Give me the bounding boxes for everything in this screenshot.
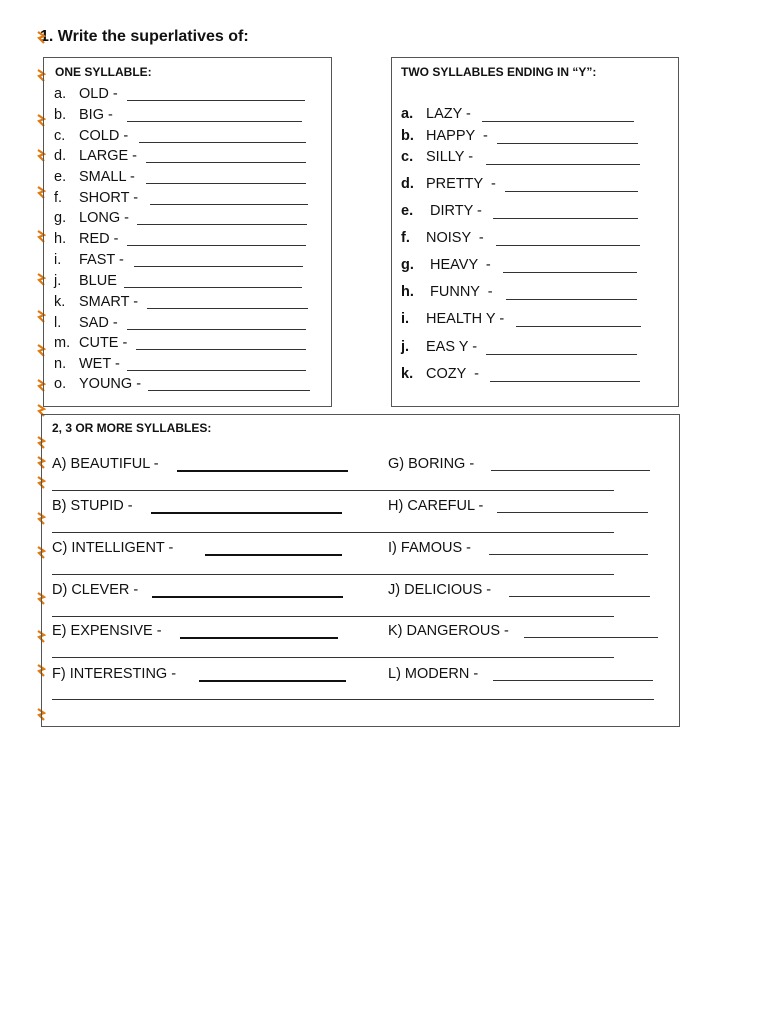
item-letter: a. [401,106,414,122]
answer-line-continued[interactable] [52,490,614,491]
more-syllables-heading: 2, 3 OR MORE SYLLABLES: [52,421,212,435]
item-letter: h. [401,284,414,300]
item-letter: f. [401,230,410,246]
more-syllables-item: G) BORING - [388,456,475,472]
item-letter: k. [54,294,66,310]
answer-line[interactable] [127,370,306,371]
answer-line[interactable] [516,326,641,327]
answer-line[interactable] [524,637,658,638]
item-word: FAST - [79,252,124,268]
item-letter: g. [401,257,414,273]
item-letter: f. [54,190,63,206]
two-syllables-item [401,105,471,123]
two-syllables-item [401,229,484,247]
answer-line-continued[interactable] [52,657,614,658]
item-word: SMALL - [79,169,135,185]
answer-line-continued[interactable] [52,532,614,533]
item-word: DIRTY - [426,203,482,219]
one-syllable-item [54,251,124,269]
one-syllable-item [54,293,138,311]
more-syllables-item: D) CLEVER - [52,582,139,598]
answer-line-continued[interactable] [52,574,614,575]
item-letter: i. [401,311,410,327]
two-syllables-heading: TWO SYLLABLES ENDING IN “Y”: [401,65,597,79]
item-word: EAS Y - [426,339,478,355]
answer-line[interactable] [139,142,306,143]
spiral-ring-icon [37,31,46,44]
item-word: SILLY - [426,149,474,165]
item-word: HEAVY - [426,257,491,273]
two-syllables-item [401,283,493,301]
item-word: RED - [79,231,119,247]
answer-line[interactable] [180,637,338,639]
more-syllables-item: C) INTELLIGENT - [52,540,174,556]
answer-line[interactable] [496,245,640,246]
answer-line[interactable] [509,596,650,597]
item-word: COLD - [79,128,129,144]
item-word: COZY - [426,366,479,382]
exercise-title: 1. Write the superlatives of: [40,28,249,45]
one-syllable-item [54,355,120,373]
item-letter: e. [54,169,67,185]
item-word: WET - [79,356,120,372]
more-syllables-item: K) DANGEROUS - [388,623,509,639]
two-syllables-item [401,127,488,145]
one-syllable-item [54,272,117,290]
answer-line[interactable] [506,299,637,300]
item-letter: d. [54,148,67,164]
answer-line[interactable] [490,381,640,382]
answer-line[interactable] [205,554,342,556]
item-letter: k. [401,366,414,382]
one-syllable-item [54,334,127,352]
two-syllables-item [401,310,504,328]
more-syllables-item: E) EXPENSIVE - [52,623,162,639]
item-word: CUTE - [79,335,128,351]
item-letter: a. [54,86,67,102]
answer-line[interactable] [503,272,637,273]
answer-line[interactable] [497,512,648,513]
one-syllable-item [54,127,128,145]
item-letter: i. [54,252,62,268]
answer-line-continued[interactable] [52,616,614,617]
item-letter: h. [54,231,67,247]
answer-line[interactable] [152,596,343,598]
one-syllable-item [54,147,137,165]
more-syllables-item: J) DELICIOUS - [388,582,492,598]
item-word: LAZY - [426,106,471,122]
item-letter: n. [54,356,67,372]
item-letter: d. [401,176,414,192]
item-letter: e. [401,203,414,219]
one-syllable-heading: ONE SYLLABLE: [55,65,152,79]
item-word: HEALTH Y - [426,311,505,327]
answer-line[interactable] [134,266,303,267]
answer-line[interactable] [486,354,637,355]
one-syllable-item [54,375,141,393]
answer-line[interactable] [151,512,342,514]
answer-line[interactable] [493,218,638,219]
item-letter: j. [54,273,62,289]
answer-line[interactable] [124,287,302,288]
item-word: NOISY - [426,230,484,246]
answer-line[interactable] [486,164,640,165]
two-syllables-item [401,175,496,193]
answer-line[interactable] [482,121,634,122]
one-syllable-item [54,230,118,248]
item-word: LONG - [79,210,129,226]
more-syllables-item: H) CAREFUL - [388,498,484,514]
answer-line[interactable] [489,554,648,555]
one-syllable-item [54,314,118,332]
answer-line[interactable] [177,470,348,472]
one-syllable-item [54,85,118,103]
item-letter: o. [54,376,67,392]
answer-line[interactable] [150,204,308,205]
one-syllable-item [54,106,113,124]
answer-line[interactable] [127,100,305,101]
answer-line[interactable] [497,143,638,144]
item-letter: c. [54,128,66,144]
item-letter: m. [54,335,71,351]
item-word: BIG - [79,107,113,123]
item-word: OLD - [79,86,118,102]
item-word: HAPPY - [426,128,488,144]
answer-line[interactable] [137,224,307,225]
answer-line[interactable] [146,162,306,163]
answer-line[interactable] [148,390,310,391]
answer-line[interactable] [493,680,653,681]
item-letter: b. [401,128,414,144]
answer-line[interactable] [127,329,306,330]
more-syllables-item: A) BEAUTIFUL - [52,456,159,472]
more-syllables-item: B) STUPID - [52,498,133,514]
answer-line-continued[interactable] [52,699,654,700]
more-syllables-item: I) FAMOUS - [388,540,471,556]
item-word: LARGE - [79,148,138,164]
item-word: YOUNG - [79,376,142,392]
more-syllables-item: F) INTERESTING - [52,666,177,682]
item-letter: b. [54,107,67,123]
two-syllables-item [401,338,477,356]
more-syllables-item: L) MODERN - [388,666,479,682]
answer-line[interactable] [147,308,308,309]
item-letter: c. [401,149,414,165]
item-letter: j. [401,339,410,355]
answer-line[interactable] [127,121,302,122]
item-word: BLUE [79,273,117,289]
answer-line[interactable] [136,349,306,350]
item-letter: g. [54,210,67,226]
answer-line[interactable] [491,470,650,471]
one-syllable-item [54,189,138,207]
item-word: PRETTY - [426,176,496,192]
item-word: FUNNY - [426,284,493,300]
two-syllables-item [401,365,479,383]
two-syllables-item [401,256,491,274]
two-syllables-item [401,202,482,220]
answer-line[interactable] [127,245,306,246]
answer-line[interactable] [146,183,306,184]
item-word: SMART - [79,294,139,310]
answer-line[interactable] [505,191,638,192]
item-letter: l. [54,315,62,331]
item-word: SHORT - [79,190,139,206]
two-syllables-item [401,148,473,166]
item-word: SAD - [79,315,118,331]
one-syllable-item [54,209,129,227]
one-syllable-item [54,168,135,186]
answer-line[interactable] [199,680,346,682]
